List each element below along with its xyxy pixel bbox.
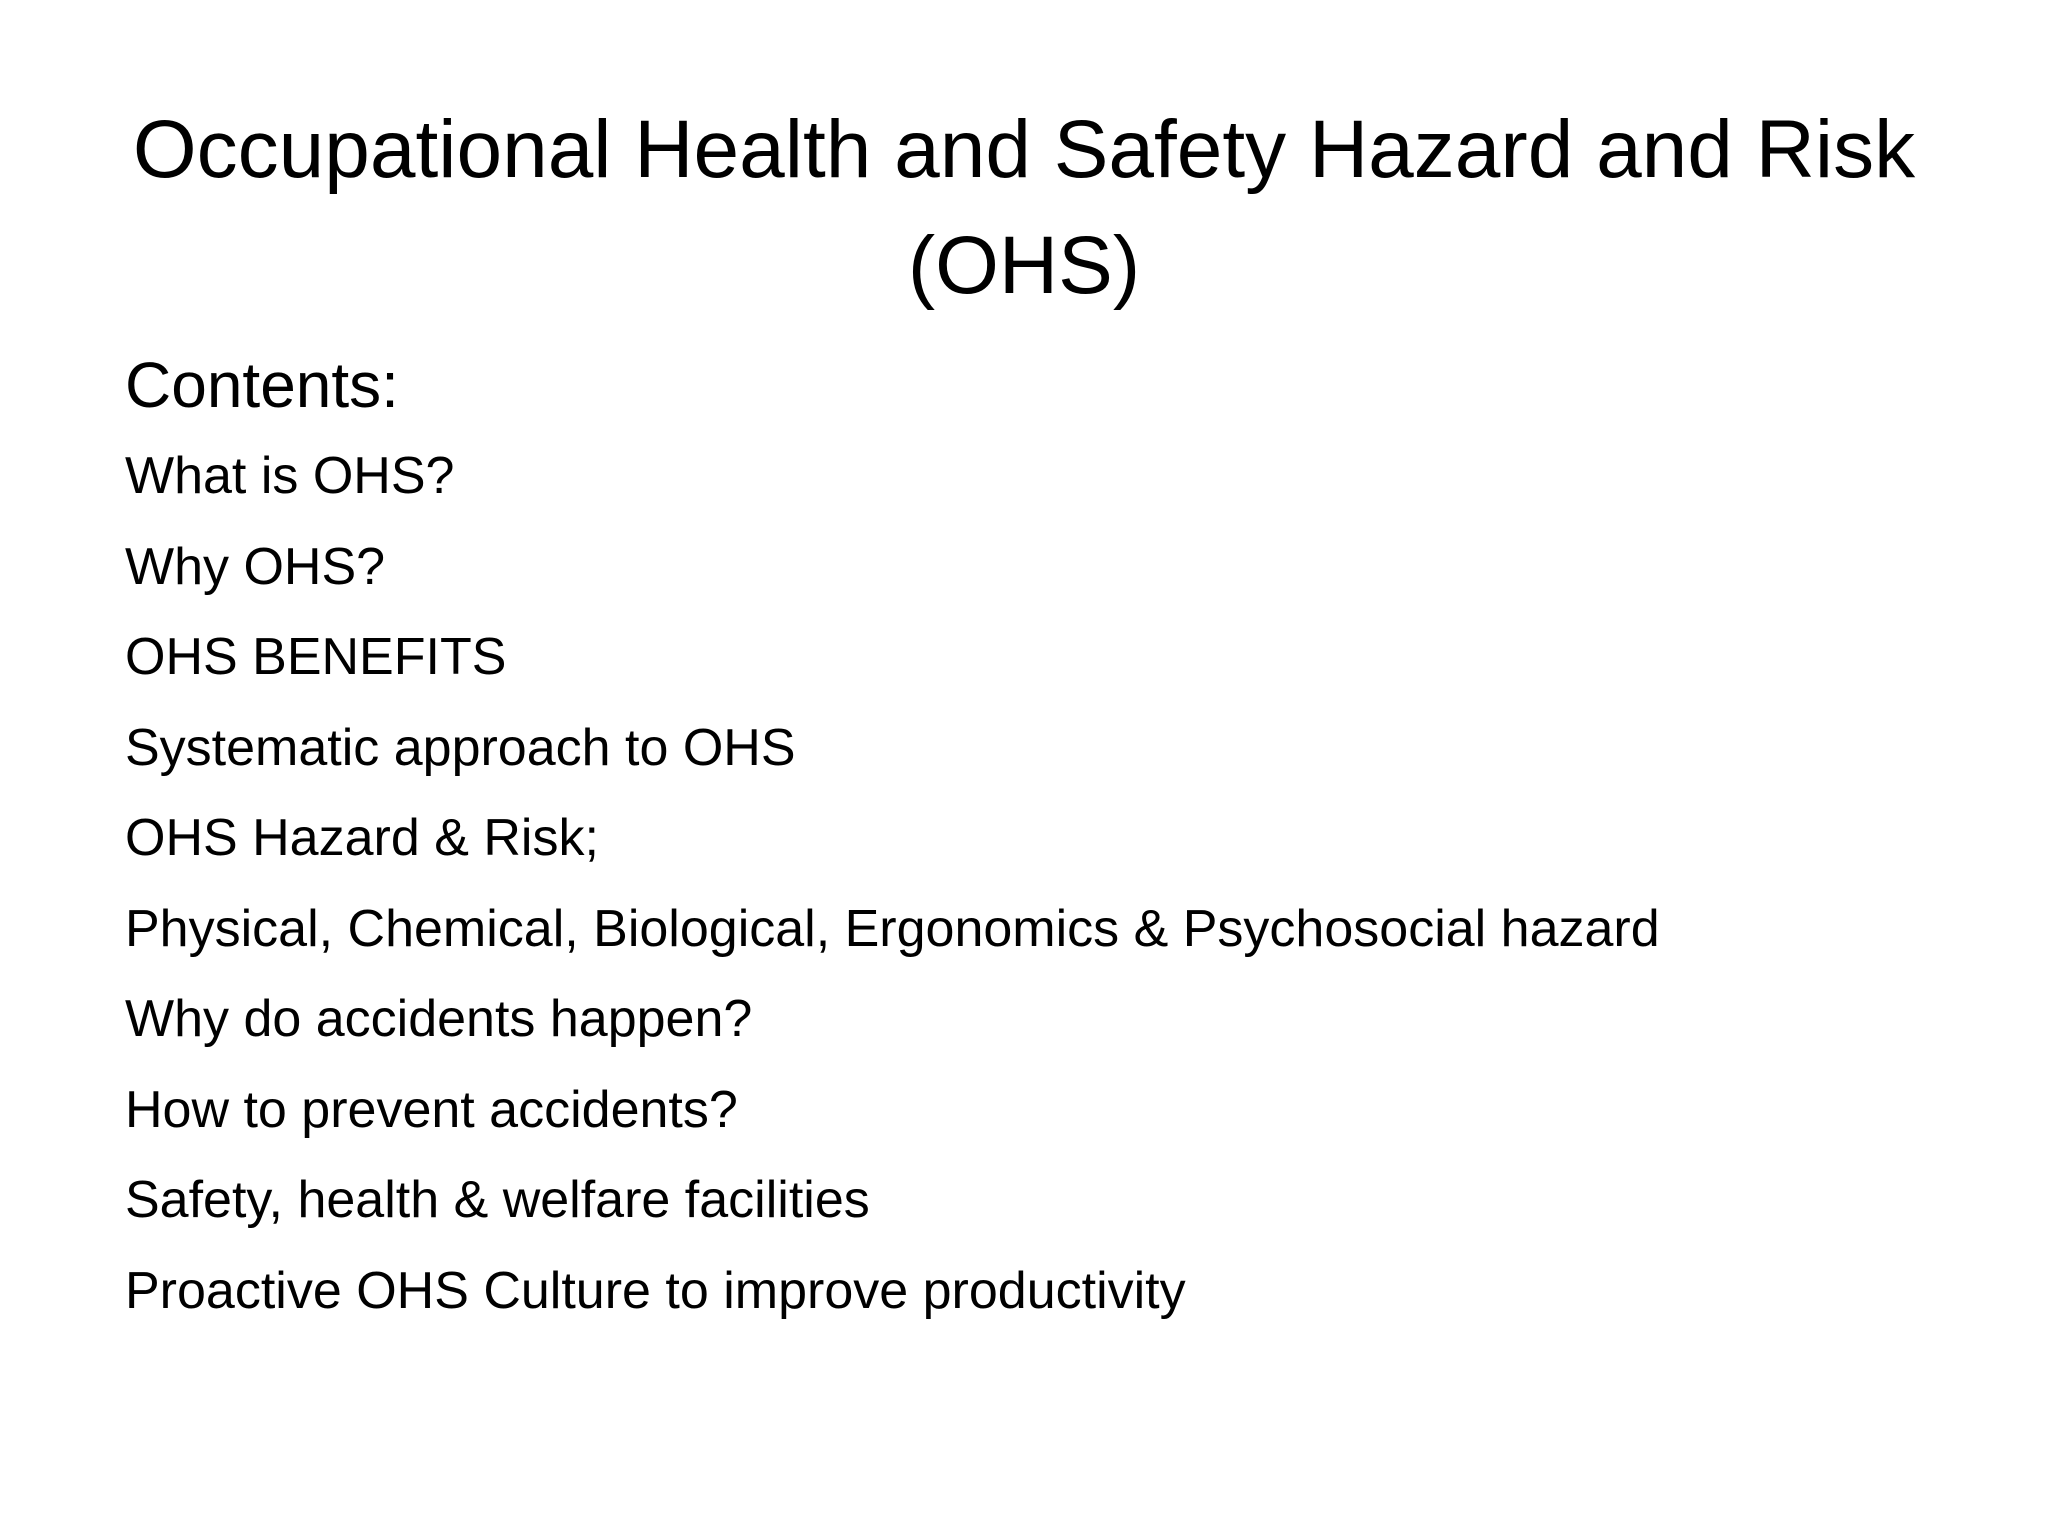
topic-item-why-accidents: Why do accidents happen? — [125, 990, 753, 1048]
contents-heading: Contents: — [125, 349, 399, 421]
topic-item-prevent-accidents: How to prevent accidents? — [125, 1080, 738, 1139]
topic-item-proactive-culture: Proactive OHS Culture to improve productivity — [125, 1261, 1186, 1320]
topic-item-systematic-approach: Systematic approach to OHS — [125, 718, 796, 777]
slide-title: Occupational Health and Safety Hazard and Risk (OHS) — [132, 104, 1916, 311]
topic-item-what-is-ohs: What is OHS? — [125, 447, 455, 505]
topic-list — [125, 431, 1925, 1336]
contents-section — [125, 345, 1925, 1336]
topic-item-why-ohs: Why OHS? — [125, 537, 386, 596]
topic-item-ohs-benefits: OHS BENEFITS — [125, 628, 507, 686]
topic-item-hazard-types: Physical, Chemical, Biological, Ergonomics & Psychosocial hazard — [125, 899, 1660, 958]
topic-item-hazard-risk: OHS Hazard & Risk; — [125, 809, 599, 867]
topic-item-welfare-facilities: Safety, health & welfare facilities — [125, 1171, 870, 1229]
